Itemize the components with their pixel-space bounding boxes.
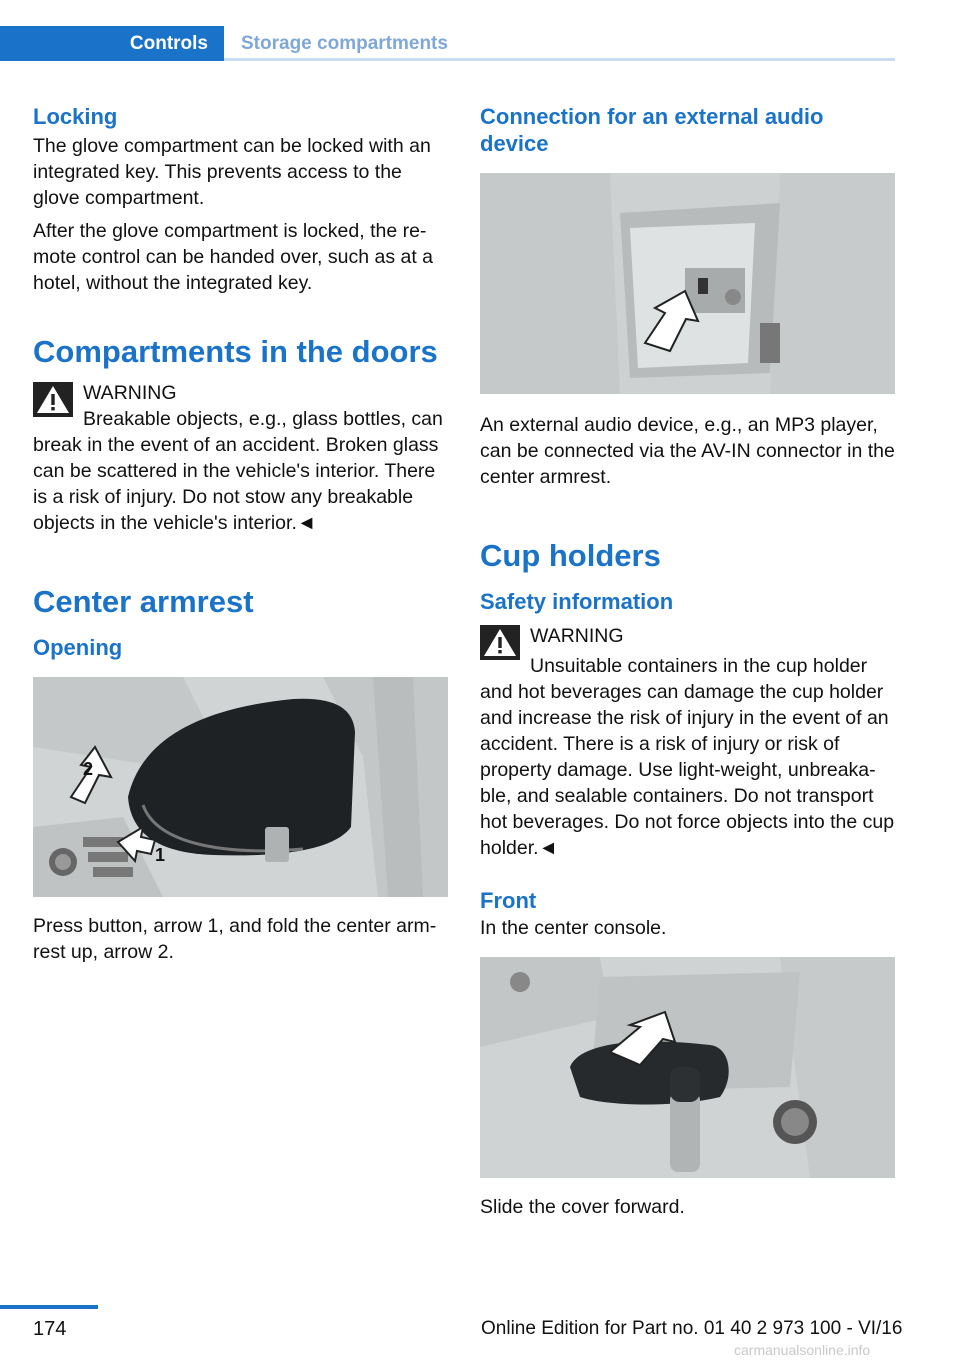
audio-caption: An external audio device, e.g., an MP3 player, can be connected via the AV-IN connector in the center armrest. (480, 414, 895, 488)
page-header (0, 0, 895, 62)
armrest-heading: Center armrest (33, 584, 254, 619)
page-number: 174 (33, 1318, 67, 1340)
safety-info-heading: Safety information (480, 589, 674, 614)
audio-figure (480, 173, 895, 394)
header-rule (224, 58, 895, 61)
right-column (480, 100, 896, 1220)
armrest-figure (33, 677, 448, 897)
audio-heading: Connection for an external audio device (480, 104, 824, 156)
opening-caption: Press button, arrow 1, and fold the center arm‐rest up, arrow 2. (33, 915, 437, 963)
doors-warning (33, 380, 449, 536)
cup-warning-text: Unsuitable containers in the cup holder and hot beverages can damage the cup holder and increase the risk of injury in the event of an accident. There is a risk of injury or risk of property damage. Use light-weight, unbreaka‐ble, and sealable containers. Do not transport hot beverages. Do not force objects into the cup holder.◄ (480, 655, 895, 859)
arrow-label-1: 1 (155, 845, 166, 865)
watermark: carmanualsonline.info (734, 1342, 871, 1358)
cup-holders-heading: Cup holders (480, 538, 661, 573)
left-column (33, 100, 449, 965)
section-tab-controls[interactable]: Controls (0, 26, 224, 61)
doors-heading: Compartments in the doors (33, 334, 438, 369)
cup-warning-label: WARNING (530, 625, 624, 647)
locking-paragraph-1: The glove compartment can be locked with an integrated key. This prevents access to the glove compartment. (33, 135, 431, 209)
doors-warning-label: WARNING (83, 382, 177, 404)
locking-heading: Locking (33, 104, 118, 129)
front-caption: Slide the cover forward. (480, 1196, 685, 1218)
cup-holder-figure (480, 957, 895, 1178)
section-tab-storage[interactable]: Storage compartments (241, 32, 448, 54)
footer-bar (0, 1305, 98, 1309)
opening-heading: Opening (33, 635, 123, 660)
cup-warning (480, 623, 896, 861)
warning-triangle-icon (33, 382, 73, 417)
arrow-label-2: 2 (83, 759, 94, 779)
warning-triangle-icon (480, 625, 520, 660)
locking-paragraph-2: After the glove compartment is locked, the re‐mote control can be handed over, such as at a hotel, without the integrated key. (33, 220, 434, 294)
front-heading: Front (480, 888, 537, 913)
online-edition-text: Online Edition for Part no. 01 40 2 973 100 - VI/16 (481, 1318, 903, 1339)
front-text: In the center console. (480, 917, 667, 939)
doors-warning-text: Breakable objects, e.g., glass bottles, can break in the event of an accident. Broken glass can be scattered in the vehicle's interior. There is a risk of injury. Do not stow any breakable objects in the vehicle's interior.◄ (33, 408, 443, 534)
